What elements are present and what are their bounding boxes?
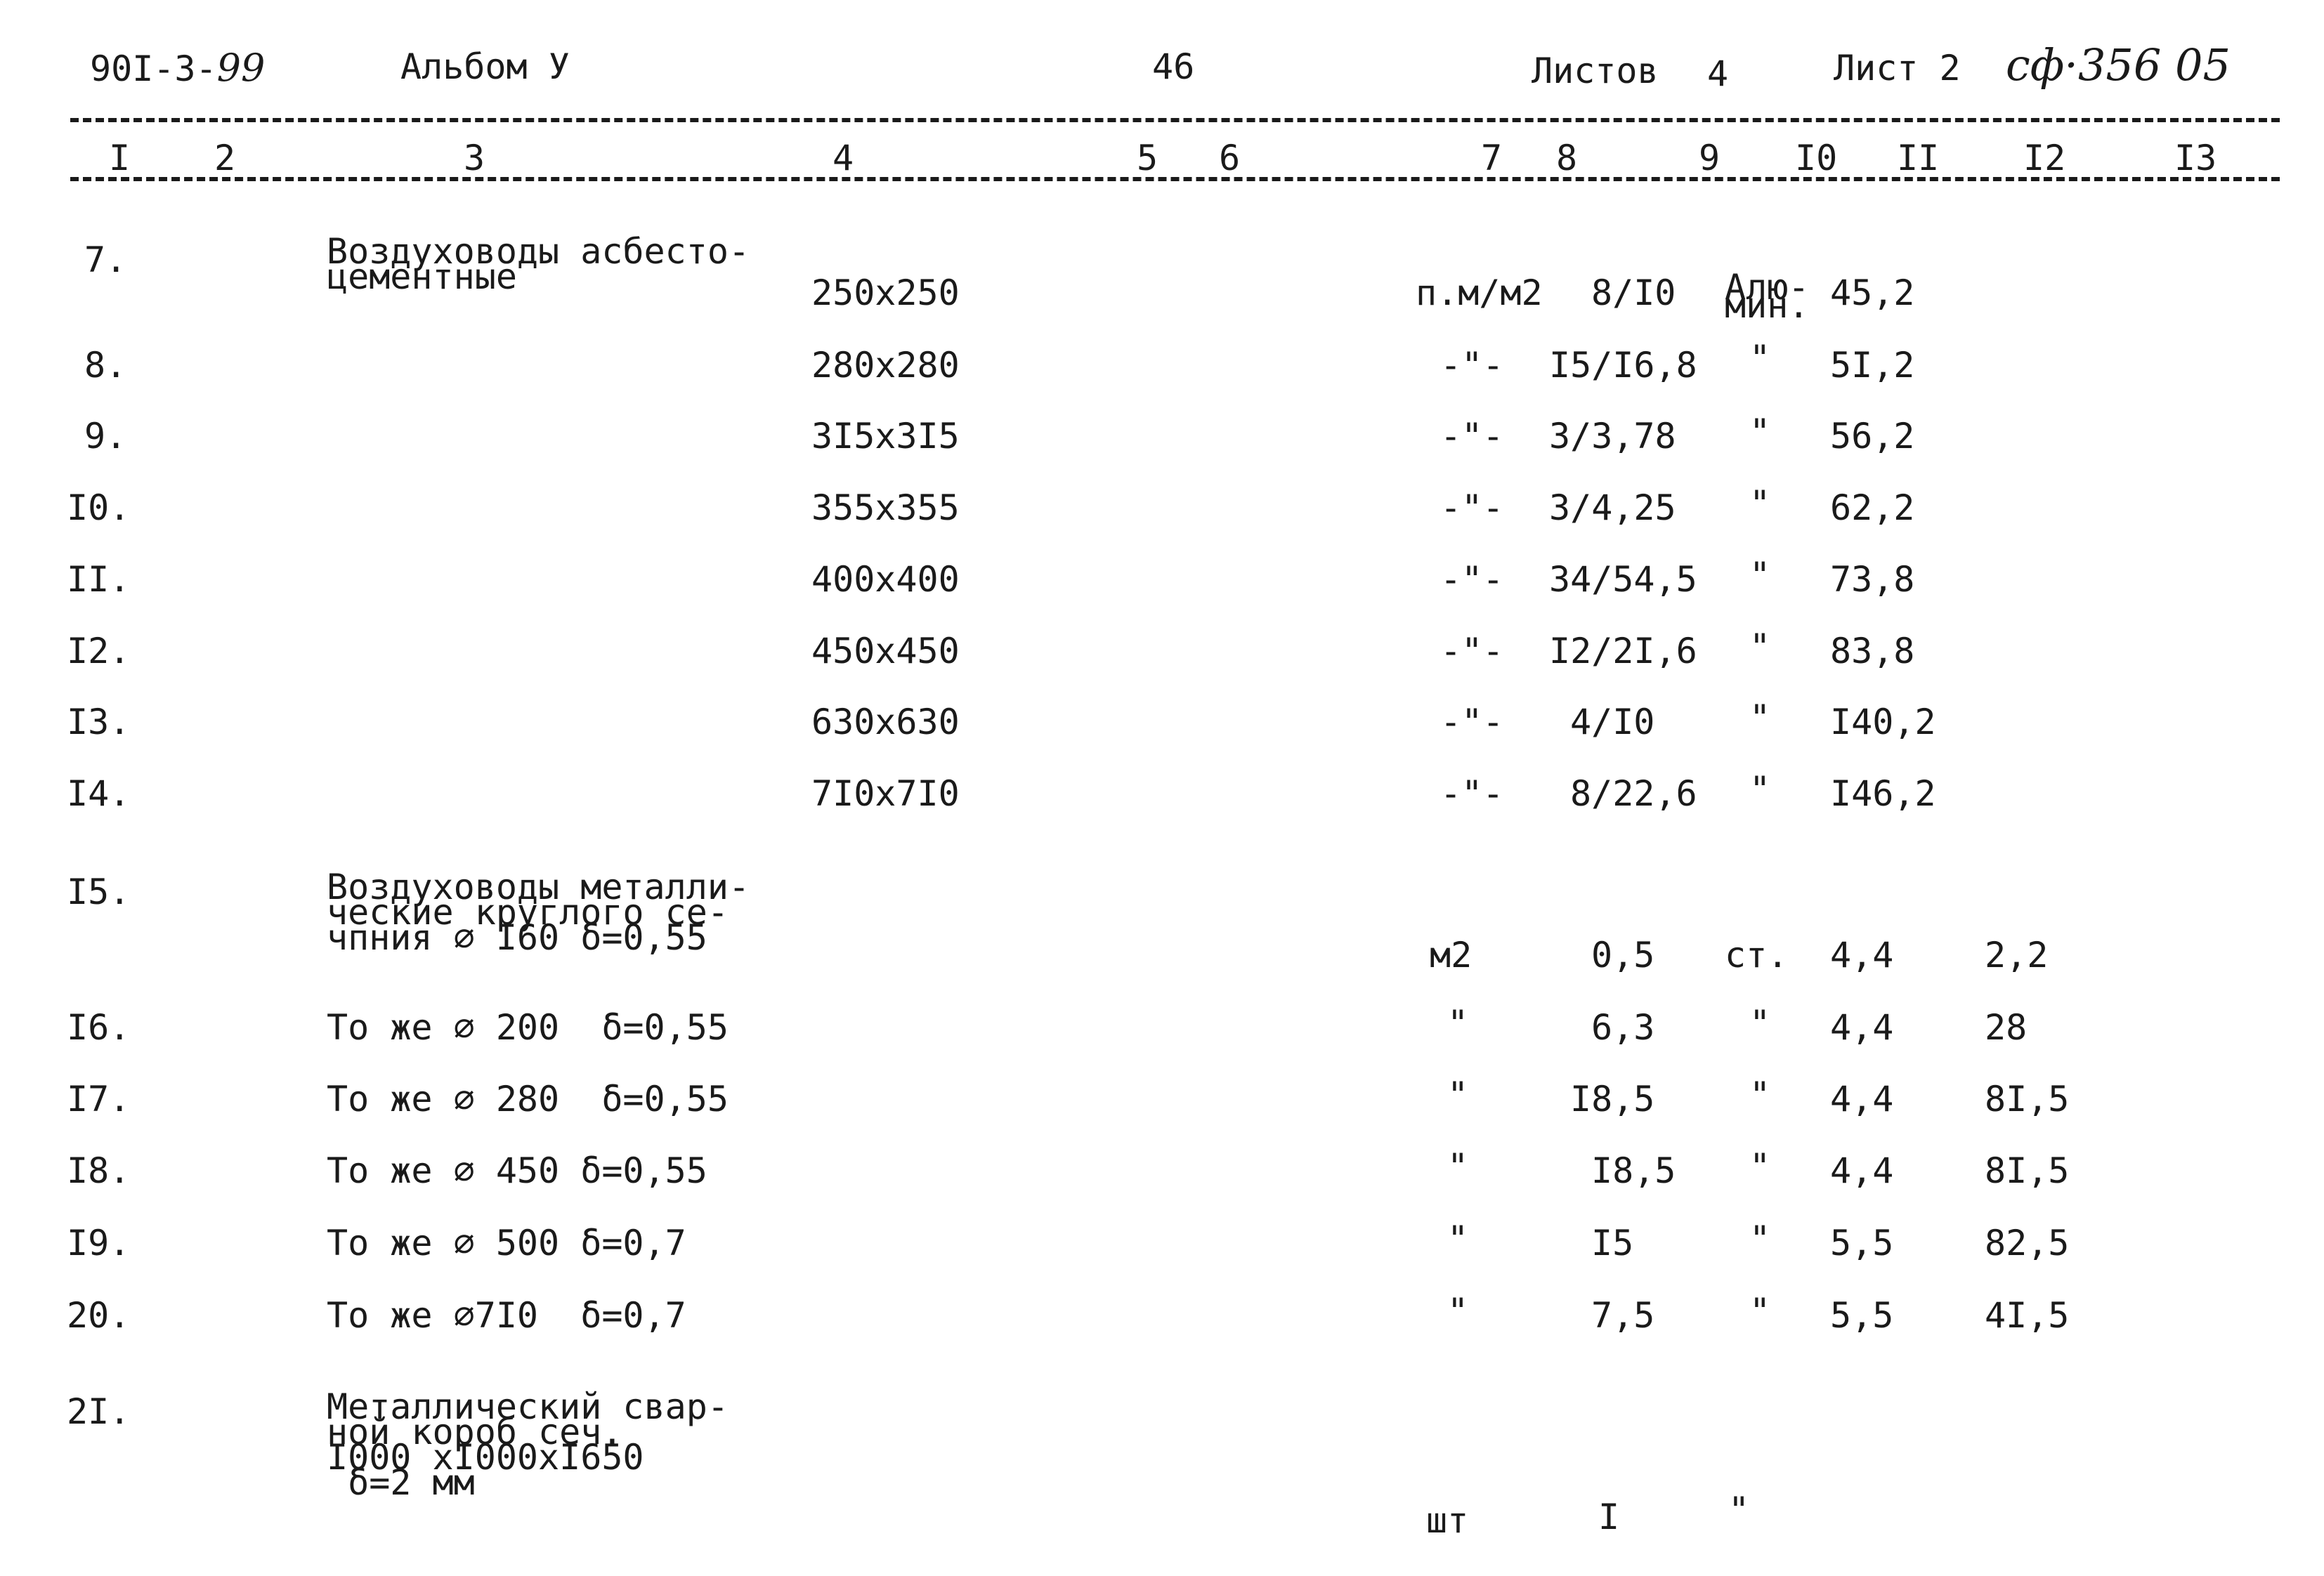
header-rule-top [70,118,2280,122]
table-row-15-unit: м2 [1430,935,1473,976]
table-row-18-no: I8. [67,1150,131,1191]
table-row-15-qty: 0,5 [1591,935,1655,976]
table-row-19-desc: То же ⌀ 500 δ=0,7 [327,1223,686,1263]
table-row-10-unit: -"- [1440,487,1504,528]
table-row-20-mat: " [1749,1291,1771,1332]
table-row-21-unit: шт [1426,1500,1469,1541]
table-row-16-qty: 6,3 [1591,1007,1655,1048]
table-row-21-qty: I [1598,1497,1620,1537]
table-row-18-qty: I8,5 [1591,1150,1676,1191]
col-num-2: 2 [214,138,236,178]
table-row-13-size: 630x630 [811,702,960,742]
table-row-14-mat: " [1749,769,1771,810]
table-row-12-qty: I2/2I,6 [1549,631,1697,671]
table-row-13-col11: I40,2 [1830,702,1936,742]
table-row-14-size: 7I0x7I0 [811,773,960,814]
table-row-16-mat: " [1749,1003,1771,1044]
table-row-14-no: I4. [67,773,131,814]
table-row-17-qty: I8,5 [1570,1079,1655,1119]
table-row-16-col12: 28 [1985,1007,2028,1048]
table-row-15-mat: ст. [1725,935,1789,976]
table-row-11-size: 400x400 [811,559,960,600]
table-row-18-col12: 8I,5 [1985,1150,2070,1191]
sheet-label: Лист 2 [1834,48,1961,88]
album-label: Альбом У [400,46,570,87]
table-row-13-mat: " [1749,697,1771,738]
table-row-17-mat: " [1749,1075,1771,1115]
table-row-17-unit: " [1447,1075,1469,1115]
table-row-13-no: I3. [67,702,131,742]
table-row-19-col11: 5,5 [1830,1223,1894,1263]
doc-code [90,46,266,90]
table-row-7-mat: Алю- мин. [1725,267,1810,326]
table-row-18-col11: 4,4 [1830,1150,1894,1191]
table-row-9-qty: 3/3,78 [1549,416,1676,457]
col-num-5: 5 [1137,138,1158,178]
sheets-count: 4 [1707,53,1729,94]
col-num-8: 8 [1556,138,1578,178]
table-row-9-no: 9. [84,416,127,457]
table-row-13-qty: 4/I0 [1570,702,1655,742]
table-row-19-unit: " [1447,1219,1469,1259]
table-row-10-qty: 3/4,25 [1549,487,1676,528]
table-row-8-size: 280x280 [811,345,960,386]
col-num-4: 4 [833,138,854,178]
col-num-7: 7 [1481,138,1503,178]
doc-code-hand: 99 [216,46,266,90]
table-row-17-col12: 8I,5 [1985,1079,2070,1119]
table-row-7-size: 250x250 [811,272,960,313]
table-row-13-unit: -"- [1440,702,1504,742]
col-num-11: II [1897,138,1940,178]
table-row-14-qty: 8/22,6 [1570,773,1697,814]
table-row-14-col11: I46,2 [1830,773,1936,814]
table-row-7-col11: 45,2 [1830,272,1915,313]
table-row-9-size: 3I5x3I5 [811,416,960,457]
table-row-15-col11: 4,4 [1830,935,1894,976]
col-num-3: 3 [464,138,485,178]
table-row-20-unit: " [1447,1291,1469,1332]
table-row-7-no: 7. [84,239,127,280]
col-num-6: 6 [1219,138,1241,178]
table-row-20-desc: То же ⌀7I0 δ=0,7 [327,1295,686,1336]
table-row-8-unit: -"- [1440,345,1504,386]
col-num-10: I0 [1795,138,1838,178]
table-row-20-col11: 5,5 [1830,1295,1894,1336]
table-row-10-mat: " [1749,483,1771,524]
stamp-number: сф·356 05 [2006,39,2231,91]
table-row-10-no: I0. [67,487,131,528]
table-row-8-mat: " [1749,338,1771,379]
table-row-10-col11: 62,2 [1830,487,1915,528]
doc-code-print: 90I-3- [90,48,217,89]
table-row-7-unit: п.м/м2 [1416,272,1543,313]
table-row-11-col11: 73,8 [1830,559,1915,600]
table-row-18-desc: То же ⌀ 450 δ=0,55 [327,1150,707,1191]
table-row-11-unit: -"- [1440,559,1504,600]
page-number: 46 [1152,46,1195,87]
table-row-18-mat: " [1749,1146,1771,1187]
col-num-9: 9 [1699,138,1721,178]
table-row-11-mat: " [1749,555,1771,596]
table-row-12-col11: 83,8 [1830,631,1915,671]
table-row-9-mat: " [1749,412,1771,452]
table-row-21-desc: Металличеcкий свар- ной короб сеч. I000 xI000xI650 δ=2 мм [327,1386,729,1503]
table-row-10-size: 355x355 [811,487,960,528]
table-row-17-desc: То же ⌀ 280 δ=0,55 [327,1079,729,1119]
table-row-17-col11: 4,4 [1830,1079,1894,1119]
col-num-1: I [109,138,131,178]
header-rule-bottom [70,177,2280,181]
table-row-12-mat: " [1749,626,1771,667]
table-row-12-unit: -"- [1440,631,1504,671]
col-num-12: I2 [2023,138,2066,178]
table-row-21-mat: " [1728,1490,1750,1530]
table-row-11-no: II. [67,559,131,600]
table-row-19-qty: I5 [1591,1223,1634,1263]
table-row-15-col12: 2,2 [1985,935,2049,976]
col-num-13: I3 [2174,138,2217,178]
table-row-19-mat: " [1749,1219,1771,1259]
table-row-8-no: 8. [84,345,127,386]
table-row-8-qty: I5/I6,8 [1549,345,1697,386]
table-row-8-col11: 5I,2 [1830,345,1915,386]
table-row-14-unit: -"- [1440,773,1504,814]
table-row-7-qty: 8/I0 [1591,272,1676,313]
table-row-20-qty: 7,5 [1591,1295,1655,1336]
table-row-16-no: I6. [67,1007,131,1048]
table-row-7-desc: Воздуховоды асбесто- цементные [327,231,750,297]
table-row-9-unit: -"- [1440,416,1504,457]
table-row-19-no: I9. [67,1223,131,1263]
table-row-16-col11: 4,4 [1830,1007,1894,1048]
table-row-15-desc: Воздуховоды металли- ческие круглого се- чпния ⌀ I60 δ=0,55 [327,867,750,958]
table-row-17-no: I7. [67,1079,131,1119]
table-row-18-unit: " [1447,1146,1469,1187]
table-row-20-col12: 4I,5 [1985,1295,2070,1336]
table-row-21-no: 2I. [67,1391,131,1432]
table-row-15-no: I5. [67,872,131,912]
table-row-19-col12: 82,5 [1985,1223,2070,1263]
table-row-16-unit: " [1447,1003,1469,1044]
table-row-12-no: I2. [67,631,131,671]
table-row-9-col11: 56,2 [1830,416,1915,457]
table-row-12-size: 450x450 [811,631,960,671]
table-row-20-no: 20. [67,1295,131,1336]
table-row-16-desc: То же ⌀ 200 δ=0,55 [327,1007,729,1048]
sheets-label: Листов [1532,51,1659,91]
table-row-11-qty: 34/54,5 [1549,559,1697,600]
